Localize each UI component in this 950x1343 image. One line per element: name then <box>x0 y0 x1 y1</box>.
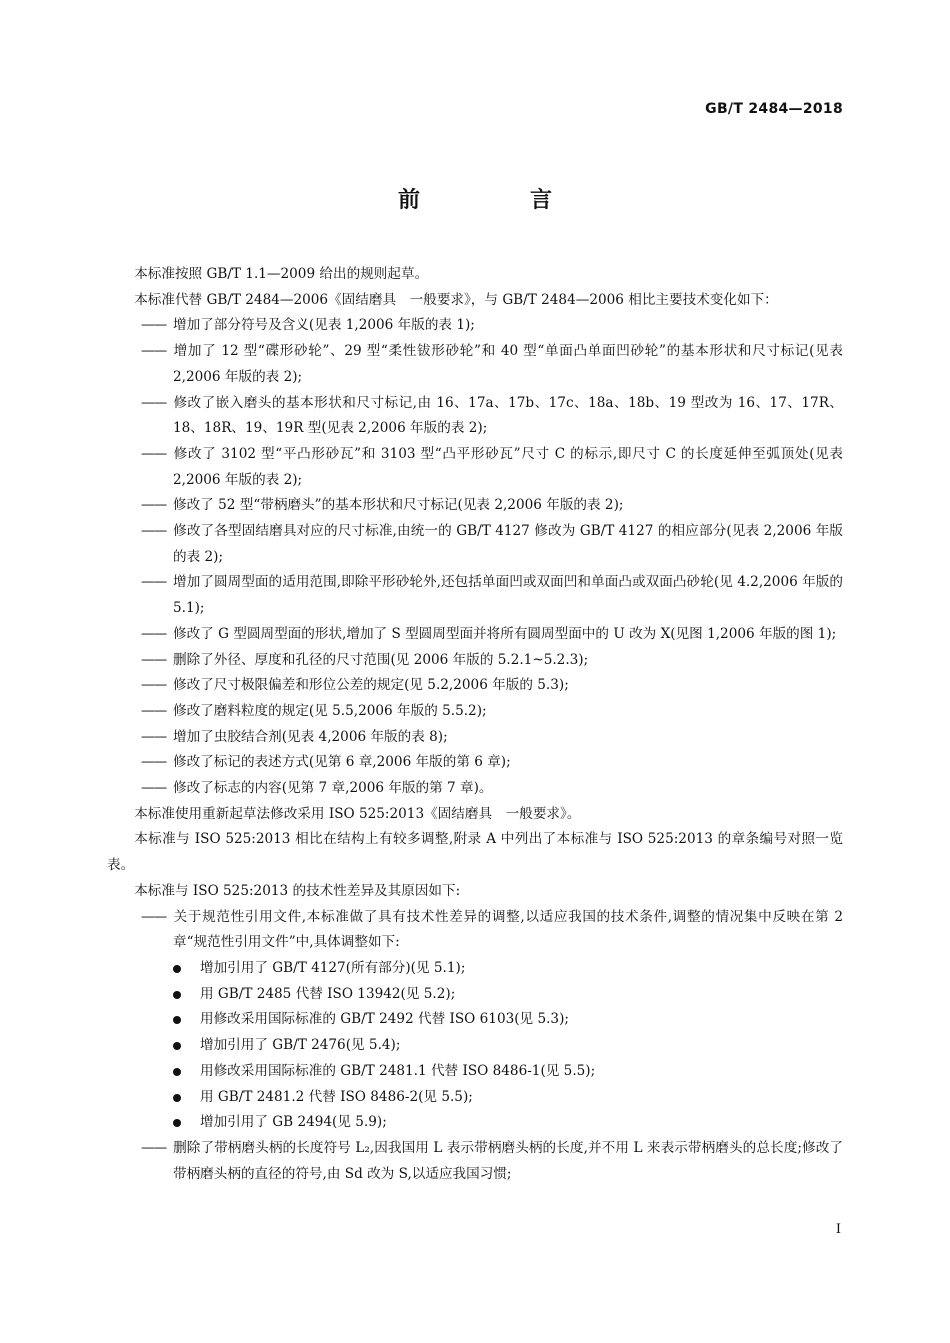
change-item: —— 增加了虫胶结合剂(见表 4,2006 年版的表 8); <box>141 728 448 745</box>
change-item: —— 修改了标记的表述方式(见第 6 章,2006 年版的第 6 章); <box>141 754 511 771</box>
change-item: —— 修改了 3102 型“平凸形砂瓦”和 3103 型“凸平形砂瓦”尺寸 C 的标示,即尺寸 C 的长度延伸至弧顶处(见表 2,2006 年版的表 2); <box>141 445 843 488</box>
paragraph: 本标准代替 GB/T 2484—2006《固结磨具 一般要求》，与 GB/T 2484—2006 相比主要技术变化如下： <box>134 291 778 308</box>
bullet-icon <box>173 1068 181 1076</box>
page-number: I <box>835 1222 841 1237</box>
change-item: —— 修改了 52 型“带柄磨头”的基本形状和尺寸标记(见表 2,2006 年版的表 2); <box>141 497 624 514</box>
change-item: —— 增加了 12 型“碟形砂轮”、29 型“柔性钹形砂轮”和 40 型“单面凸单面凹砂轮”的基本形状和尺寸标记(见表 2,2006 年版的表 2); <box>141 343 843 385</box>
paragraph: 本标准按照 GB/T 1.1—2009 给出的规则起草。 <box>134 266 429 282</box>
bullet-icon <box>173 1042 181 1050</box>
bullet-icon <box>173 965 181 973</box>
paragraph: 本标准与 ISO 525:2013 的技术性差异及其原因如下: <box>134 882 461 899</box>
bullet-icon <box>173 1119 181 1127</box>
difference-item: —— 删除了带柄磨头柄的长度符号 L₂,因我国用 L 表示带柄磨头柄的长度,并不用 L 来表示带柄磨头的总长度;修改了带柄磨头柄的直径的符号,由 Sd 改为 S,以适应我国习惯; <box>141 1139 843 1182</box>
bullet-icon <box>173 991 181 999</box>
change-item: —— 增加了部分符号及含义(见表 1,2006 年版的表 1); <box>141 317 475 334</box>
bullet-item: 用 GB/T 2485 代替 ISO 13942(见 5.2); <box>107 982 843 1008</box>
change-item: —— 修改了 G 型圆周型面的形状,增加了 S 型圆周型面并将所有圆周型面中的 U 改为 X(见图 1,2006 年版的图 1); <box>141 625 837 642</box>
change-item: —— 修改了各型固结磨具对应的尺寸标准,由统一的 GB/T 4127 修改为 GB/T 4127 的相应部分(见表 2,2006 年版的表 2); <box>141 523 843 565</box>
bullet-item: 用 GB/T 2481.2 代替 ISO 8486-2(见 5.5); <box>107 1085 843 1111</box>
change-item: —— 修改了尺寸极限偏差和形位公差的规定(见 5.2,2006 年版的 5.3); <box>141 677 569 694</box>
difference-item: —— 关于规范性引用文件,本标准做了具有技术性差异的调整,以适应我国的技术条件,调整的情况集中反映在第 2 章“规范性引用文件”中,具体调整如下: <box>141 908 843 951</box>
change-item: —— 修改了磨料粒度的规定(见 5.5,2006 年版的 5.5.2); <box>141 702 487 719</box>
change-item: —— 修改了嵌入磨头的基本形状和尺寸标记,由 16、17a、17b、17c、18a、18b、19 型改为 16、17、17R、18、18R、19、19R 型(见表 2,2006 年版的表 2); <box>141 394 843 437</box>
bullet-icon <box>173 1094 181 1102</box>
change-item: —— 修改了标志的内容(见第 7 章,2006 年版的第 7 章)。 <box>141 780 493 797</box>
standard-code: GB/T 2484—2018 <box>705 101 843 117</box>
bullet-item: 增加引用了 GB/T 2476(见 5.4); <box>107 1033 843 1059</box>
bullet-item: 用修改采用国际标准的 GB/T 2492 代替 ISO 6103(见 5.3); <box>107 1007 843 1033</box>
bullet-item: 增加引用了 GB 2494(见 5.9); <box>107 1110 843 1136</box>
bullet-icon <box>173 1016 181 1024</box>
change-item: —— 删除了外径、厚度和孔径的尺寸范围(见 2006 年版的 5.2.1~5.2.3); <box>141 651 589 668</box>
bullet-item: 用修改采用国际标准的 GB/T 2481.1 代替 ISO 8486-1(见 5.5); <box>107 1059 843 1085</box>
paragraph: 本标准与 ISO 525:2013 相比在结构上有较多调整,附录 A 中列出了本标准与 ISO 525:2013 的章条编号对照一览表。 <box>107 831 843 874</box>
bullet-item: 增加引用了 GB/T 4127(所有部分)(见 5.1); <box>107 956 843 982</box>
change-item: —— 增加了圆周型面的适用范围,即除平形砂轮外,还包括单面凹或双面凹和单面凸或双面凸砂轮(见 4.2,2006 年版的 5.1); <box>141 574 843 617</box>
paragraph: 本标准使用重新起草法修改采用 ISO 525:2013《固结磨具 一般要求》。 <box>134 805 581 822</box>
page-title: 前 言 <box>397 188 596 213</box>
document-body <box>107 262 843 1187</box>
